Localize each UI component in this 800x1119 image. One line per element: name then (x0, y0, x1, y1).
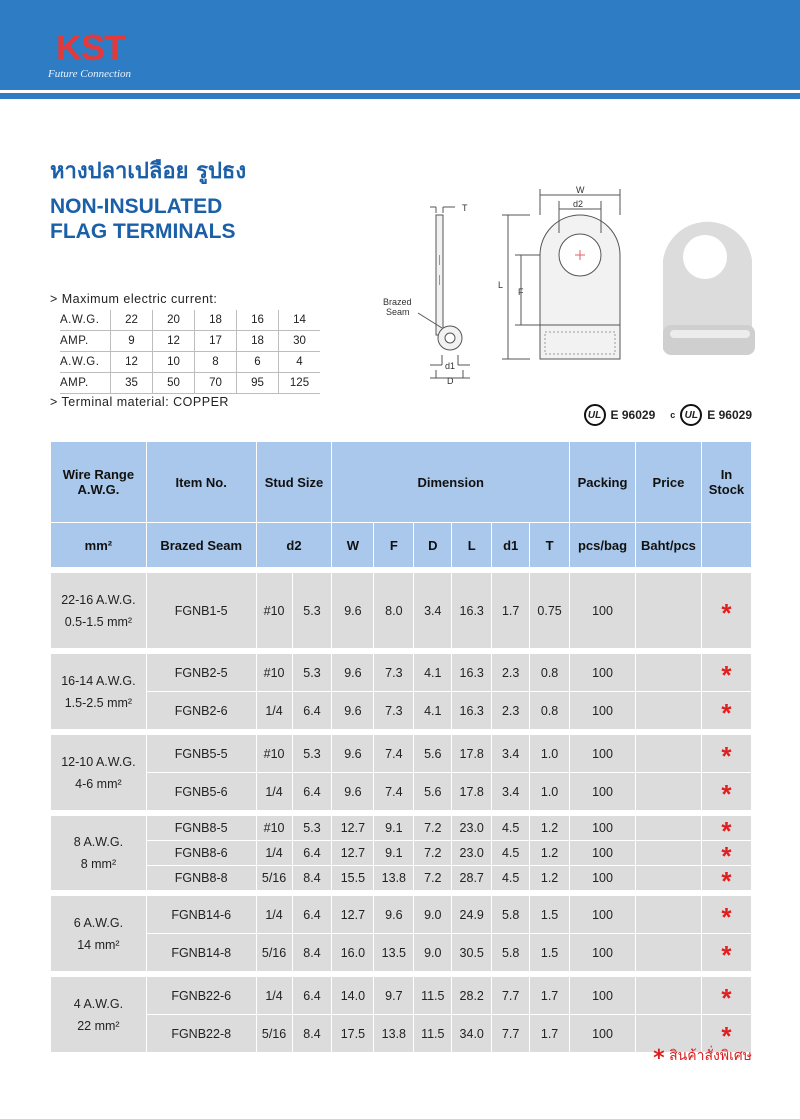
brand-logo: KST (56, 27, 125, 68)
page-title-thai: หางปลาเปลือย รูปธง (50, 159, 247, 184)
stock-cell (701, 840, 751, 871)
cell-stud: 5/16 (256, 934, 292, 972)
dim-label-w: W (576, 185, 585, 195)
stock-cell (701, 573, 751, 649)
special-order-star-icon: * (721, 865, 732, 896)
front-view (540, 215, 620, 359)
dim-label-d1: d1 (445, 361, 456, 371)
side-view (418, 207, 470, 378)
cell-w: 9.6 (332, 654, 374, 692)
col-d: D (414, 523, 452, 568)
current-cell: 95 (237, 373, 279, 394)
special-order-star-icon: * (721, 983, 732, 1013)
current-row (60, 352, 320, 373)
header-stripe (0, 93, 800, 99)
cell-price (635, 977, 701, 1015)
cell-pack: 100 (570, 692, 636, 730)
brand-tagline: Future Connection (48, 68, 131, 80)
current-cell: 12 (153, 331, 195, 352)
footnote-star: * (653, 1046, 665, 1071)
item-number: FGNB2-6 (146, 692, 256, 730)
cell-t: 0.75 (530, 573, 570, 649)
cell-d2: 5.3 (292, 654, 332, 692)
wire-range-mm: 14 mm² (77, 937, 120, 952)
table-row (51, 866, 752, 891)
cell-f: 9.1 (374, 841, 414, 866)
seam-label: Seam (386, 307, 410, 317)
wire-range-cell (51, 654, 147, 730)
wire-range-mm: 4-6 mm² (75, 776, 122, 791)
cell-t: 1.7 (530, 977, 570, 1015)
stock-cell (701, 692, 751, 730)
cell-d1: 1.7 (492, 573, 530, 649)
cell-pack: 100 (570, 934, 636, 972)
wire-range-awg: 4 A.W.G. (73, 996, 124, 1011)
wire-range-mm: 8 mm² (80, 857, 117, 871)
cell-d: 3.4 (414, 573, 452, 649)
current-table-2 (60, 352, 320, 394)
table-row (51, 841, 752, 866)
item-number: FGNB8-8 (146, 866, 256, 891)
item-number: FGNB14-6 (146, 896, 256, 934)
cell-d: 7.2 (414, 816, 452, 841)
cell-f: 13.5 (374, 934, 414, 972)
cell-l: 16.3 (452, 573, 492, 649)
cell-w: 9.6 (332, 773, 374, 811)
cell-f: 7.4 (374, 735, 414, 773)
current-cell: 12 (111, 352, 153, 373)
cell-w: 15.5 (332, 866, 374, 891)
cell-pack: 100 (570, 773, 636, 811)
cell-stud: 1/4 (256, 896, 292, 934)
cell-l: 23.0 (452, 841, 492, 866)
cell-t: 0.8 (530, 654, 570, 692)
stock-cell (701, 773, 751, 811)
cell-d: 7.2 (414, 866, 452, 891)
cell-d1: 3.4 (492, 735, 530, 773)
cell-t: 1.2 (530, 841, 570, 866)
col-brazed-seam: Brazed Seam (146, 523, 256, 568)
special-order-star-icon: * (721, 940, 732, 970)
current-cell: 125 (279, 373, 321, 394)
table-row (51, 692, 752, 730)
cell-w: 12.7 (332, 896, 374, 934)
current-cell: 22 (111, 310, 153, 331)
cell-f: 13.8 (374, 866, 414, 891)
cell-w: 9.6 (332, 573, 374, 649)
cell-w: 9.6 (332, 692, 374, 730)
cell-d1: 4.5 (492, 866, 530, 891)
table-row (51, 816, 752, 841)
cell-d1: 7.7 (492, 977, 530, 1015)
wire-range-cell (51, 896, 147, 972)
cul-prefix: c (670, 410, 676, 420)
stock-cell (701, 654, 751, 692)
current-cell: 18 (237, 331, 279, 352)
current-cell: 4 (279, 352, 321, 373)
certification-row (584, 404, 752, 426)
cell-d1: 5.8 (492, 896, 530, 934)
current-cell: 30 (279, 331, 321, 352)
page-title (50, 194, 235, 244)
col-l: L (452, 523, 492, 568)
item-number: FGNB1-5 (146, 573, 256, 649)
col-packing: Packing (570, 442, 636, 523)
cell-d: 11.5 (414, 977, 452, 1015)
cell-stud: #10 (256, 735, 292, 773)
cell-d: 11.5 (414, 1015, 452, 1053)
cell-pack: 100 (570, 866, 636, 891)
dim-label-d: D (447, 376, 454, 386)
cell-t: 1.7 (530, 1015, 570, 1053)
cell-price (635, 573, 701, 649)
col-price: Price (635, 442, 701, 523)
current-cell: 10 (153, 352, 195, 373)
cell-l: 28.7 (452, 866, 492, 891)
current-cell: 14 (279, 310, 321, 331)
material-label: > Terminal material: COPPER (50, 395, 229, 409)
cell-l: 23.0 (452, 816, 492, 841)
cell-l: 17.8 (452, 735, 492, 773)
cell-pack: 100 (570, 735, 636, 773)
cell-d2: 6.4 (292, 773, 332, 811)
current-cell: 8 (195, 352, 237, 373)
current-row (60, 331, 320, 352)
cell-d2: 8.4 (292, 866, 332, 891)
current-cell: 6 (237, 352, 279, 373)
current-cell: 70 (195, 373, 237, 394)
cell-price (635, 866, 701, 891)
cell-l: 30.5 (452, 934, 492, 972)
cell-l: 16.3 (452, 692, 492, 730)
wire-range-awg: 12-10 A.W.G. (61, 754, 136, 769)
wire-range-awg: 6 A.W.G. (73, 915, 124, 930)
cell-stud: 5/16 (256, 866, 292, 891)
footnote (653, 1041, 752, 1071)
cell-stud: 5/16 (256, 1015, 292, 1053)
col-mm2: mm² (51, 523, 147, 568)
item-number: FGNB5-5 (146, 735, 256, 773)
col-t: T (530, 523, 570, 568)
stock-cell (701, 934, 751, 972)
cell-w: 12.7 (332, 841, 374, 866)
cell-pack: 100 (570, 841, 636, 866)
cell-f: 9.1 (374, 816, 414, 841)
cell-d2: 6.4 (292, 977, 332, 1015)
table-row (51, 934, 752, 972)
cell-d: 4.1 (414, 692, 452, 730)
dim-label-l: L (498, 280, 504, 290)
col-in-stock: In Stock (701, 442, 751, 523)
stock-cell (701, 865, 751, 896)
item-number: FGNB22-6 (146, 977, 256, 1015)
cell-d2: 6.4 (292, 896, 332, 934)
col-wire-range: Wire Range A.W.G. (51, 442, 147, 523)
cell-stud: 1/4 (256, 692, 292, 730)
current-cell: 35 (111, 373, 153, 394)
cell-stud: #10 (256, 654, 292, 692)
special-order-star-icon: * (721, 779, 732, 809)
brazed-label: Brazed (383, 297, 412, 307)
table-row (51, 735, 752, 773)
wire-range-mm: 22 mm² (77, 1018, 120, 1033)
current-row-label: AMP. (60, 331, 111, 352)
cul-logo-icon: UL (680, 404, 702, 426)
cell-d: 5.6 (414, 773, 452, 811)
cell-d2: 5.3 (292, 735, 332, 773)
current-row-label: A.W.G. (60, 310, 111, 331)
col-f: F (374, 523, 414, 568)
table-row (51, 654, 752, 692)
stock-cell (701, 977, 751, 1015)
cell-price (635, 692, 701, 730)
cell-d1: 3.4 (492, 773, 530, 811)
cell-f: 13.8 (374, 1015, 414, 1053)
header-row-2 (51, 523, 752, 568)
cell-l: 16.3 (452, 654, 492, 692)
ul-logo-icon: UL (584, 404, 606, 426)
item-number: FGNB8-6 (146, 841, 256, 866)
wire-range-mm: 1.5-2.5 mm² (64, 695, 133, 710)
cell-pack: 100 (570, 896, 636, 934)
current-cell: 20 (153, 310, 195, 331)
cell-price (635, 934, 701, 972)
cell-w: 14.0 (332, 977, 374, 1015)
col-d1: d1 (492, 523, 530, 568)
cell-w: 17.5 (332, 1015, 374, 1053)
wire-range-cell (51, 573, 147, 649)
cell-stud: #10 (256, 816, 292, 841)
ul-file-number-2: E 96029 (707, 408, 752, 422)
table-row (51, 896, 752, 934)
cell-f: 7.3 (374, 692, 414, 730)
wire-range-awg: 22-16 A.W.G. (61, 592, 136, 607)
item-number: FGNB2-5 (146, 654, 256, 692)
wire-range-cell (51, 816, 147, 891)
cell-t: 1.5 (530, 896, 570, 934)
cell-t: 1.0 (530, 735, 570, 773)
cell-d: 9.0 (414, 934, 452, 972)
spec-table (50, 441, 752, 1053)
cell-d: 5.6 (414, 735, 452, 773)
cell-l: 34.0 (452, 1015, 492, 1053)
cell-pack: 100 (570, 977, 636, 1015)
special-order-star-icon: * (721, 1021, 732, 1051)
table-row (51, 977, 752, 1015)
cell-pack: 100 (570, 654, 636, 692)
wire-range-cell (51, 735, 147, 811)
cell-d2: 5.3 (292, 573, 332, 649)
stock-cell (701, 735, 751, 773)
wire-range-cell (51, 977, 147, 1053)
cell-price (635, 841, 701, 866)
cell-w: 12.7 (332, 816, 374, 841)
dim-label-d2: d2 (573, 199, 584, 209)
col-dimension: Dimension (332, 442, 570, 523)
stock-cell (701, 815, 751, 846)
col-w: W (332, 523, 374, 568)
special-order-star-icon: * (721, 902, 732, 932)
current-cell: 18 (195, 310, 237, 331)
cell-d1: 4.5 (492, 816, 530, 841)
cell-price (635, 654, 701, 692)
cell-d1: 4.5 (492, 841, 530, 866)
special-order-star-icon: * (721, 840, 732, 871)
cell-d2: 8.4 (292, 934, 332, 972)
current-row-label: AMP. (60, 373, 111, 394)
cell-price (635, 816, 701, 841)
wire-range-awg: 8 A.W.G. (73, 835, 124, 849)
cell-d1: 5.8 (492, 934, 530, 972)
item-number: FGNB22-8 (146, 1015, 256, 1053)
cell-f: 7.4 (374, 773, 414, 811)
col-stud-size: Stud Size (256, 442, 332, 523)
current-cell: 50 (153, 373, 195, 394)
page-title-line1: NON-INSULATED (50, 195, 223, 218)
cell-pack: 100 (570, 1015, 636, 1053)
current-cell: 9 (111, 331, 153, 352)
footnote-text: สินค้าสั่งพิเศษ (669, 1048, 752, 1064)
current-row-label: A.W.G. (60, 352, 111, 373)
special-order-star-icon: * (721, 815, 732, 846)
cell-d2: 8.4 (292, 1015, 332, 1053)
header-bar (0, 0, 800, 90)
cell-price (635, 896, 701, 934)
cell-f: 9.7 (374, 977, 414, 1015)
special-order-star-icon: * (721, 660, 732, 690)
current-label: > Maximum electric current: (50, 292, 218, 306)
cell-l: 28.2 (452, 977, 492, 1015)
current-cell: 17 (195, 331, 237, 352)
current-table-1 (60, 310, 320, 352)
cell-pack: 100 (570, 816, 636, 841)
cell-d1: 2.3 (492, 692, 530, 730)
current-row (60, 310, 320, 331)
page-title-line2: FLAG TERMINALS (50, 220, 236, 243)
wire-range-mm: 0.5-1.5 mm² (64, 614, 133, 629)
col-blank (701, 523, 751, 568)
item-number: FGNB5-6 (146, 773, 256, 811)
cell-price (635, 773, 701, 811)
special-order-star-icon: * (721, 741, 732, 771)
cell-d2: 6.4 (292, 692, 332, 730)
table-row (51, 773, 752, 811)
cell-d1: 2.3 (492, 654, 530, 692)
cell-d2: 6.4 (292, 841, 332, 866)
wire-range-awg: 16-14 A.W.G. (61, 673, 136, 688)
cell-d1: 7.7 (492, 1015, 530, 1053)
cell-t: 0.8 (530, 692, 570, 730)
current-cell: 16 (237, 310, 279, 331)
col-item-no: Item No. (146, 442, 256, 523)
stock-cell (701, 896, 751, 934)
cell-t: 1.5 (530, 934, 570, 972)
cell-l: 17.8 (452, 773, 492, 811)
item-number: FGNB8-5 (146, 816, 256, 841)
col-baht-pcs: Baht/pcs (635, 523, 701, 568)
special-order-star-icon: * (721, 698, 732, 728)
cell-price (635, 735, 701, 773)
header-row-1 (51, 442, 752, 523)
ul-file-number-1: E 96029 (610, 408, 656, 422)
terminal-photo (663, 222, 755, 355)
cell-d: 4.1 (414, 654, 452, 692)
col-d2: d2 (256, 523, 332, 568)
cell-d2: 5.3 (292, 816, 332, 841)
cell-d: 9.0 (414, 896, 452, 934)
current-row (60, 373, 320, 394)
cell-t: 1.2 (530, 866, 570, 891)
col-pcs-bag: pcs/bag (570, 523, 636, 568)
cell-d: 7.2 (414, 841, 452, 866)
cell-f: 7.3 (374, 654, 414, 692)
cell-stud: #10 (256, 573, 292, 649)
cell-t: 1.0 (530, 773, 570, 811)
cell-pack: 100 (570, 573, 636, 649)
table-row (51, 1015, 752, 1053)
dim-label-f: F (518, 287, 524, 297)
cell-stud: 1/4 (256, 841, 292, 866)
dim-label-t: T (462, 203, 468, 213)
table-row (51, 573, 752, 649)
cell-w: 9.6 (332, 735, 374, 773)
terminal-diagram (380, 185, 780, 390)
cell-l: 24.9 (452, 896, 492, 934)
cell-stud: 1/4 (256, 977, 292, 1015)
item-number: FGNB14-8 (146, 934, 256, 972)
cell-f: 8.0 (374, 573, 414, 649)
cell-f: 9.6 (374, 896, 414, 934)
cell-stud: 1/4 (256, 773, 292, 811)
cell-t: 1.2 (530, 816, 570, 841)
cell-w: 16.0 (332, 934, 374, 972)
special-order-star-icon: * (721, 598, 732, 628)
